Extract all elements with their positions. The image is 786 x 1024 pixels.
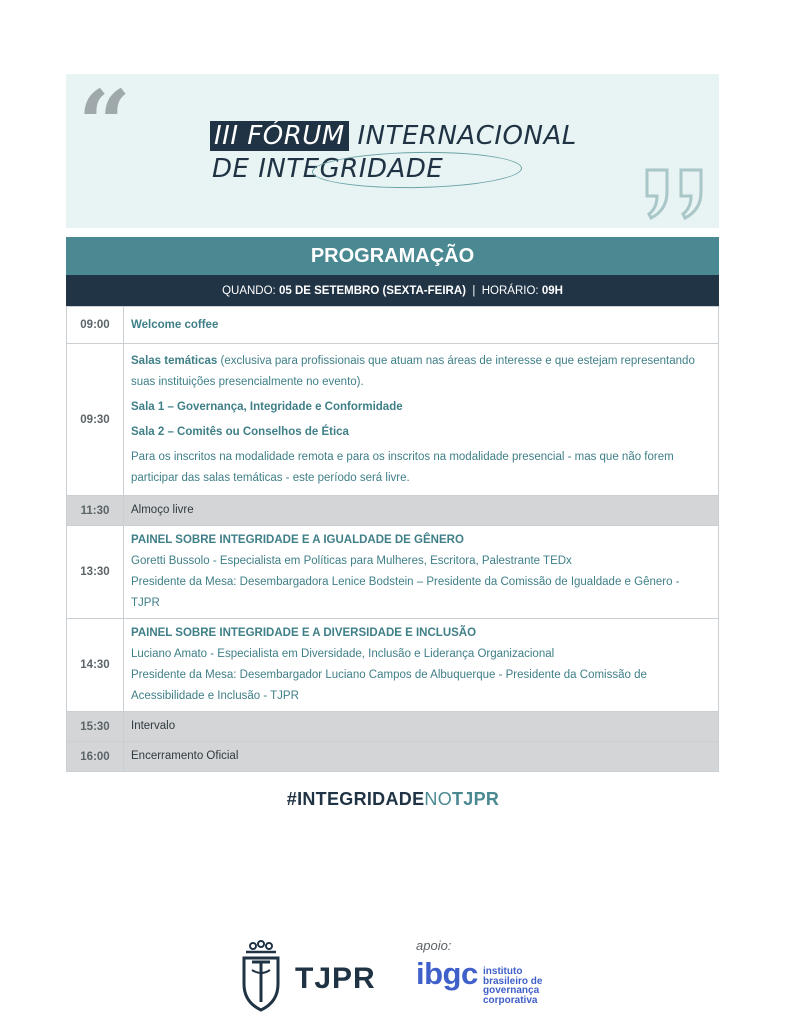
event-banner xyxy=(66,70,719,228)
hashtag-part1: INTEGRIDADE xyxy=(297,789,425,809)
row-title: Salas temáticas xyxy=(131,354,218,367)
row-time: 09:30 xyxy=(67,344,124,496)
title-highlight: III FÓRUM xyxy=(210,121,349,151)
hashtag-part3: TJPR xyxy=(452,789,500,809)
row-title: Welcome coffee xyxy=(131,318,219,331)
schedule-row xyxy=(67,344,719,496)
ibgc-line3: governança xyxy=(483,985,540,996)
schedule-row xyxy=(67,496,719,526)
row-time: 11:30 xyxy=(67,496,124,526)
row-title: PAINEL SOBRE INTEGRIDADE E A IGUALDADE DE GÊNERO xyxy=(131,534,464,546)
time-label: HORÁRIO: xyxy=(481,285,539,297)
apoio-label: apoio: xyxy=(416,938,452,953)
schedule-row xyxy=(67,742,719,772)
row-title: Almoço livre xyxy=(124,496,719,526)
row-time: 14:30 xyxy=(67,619,124,712)
row-title: Encerramento Oficial xyxy=(124,742,719,772)
schedule-row xyxy=(67,619,719,712)
row-chair: Presidente da Mesa: Desembargador Luciano Campos de Albuquerque - Presidente da Comissão de Acessibilidade e Inclusão - TJPR xyxy=(131,669,647,702)
row-speaker: Goretti Bussolo - Especialista em Políticas para Mulheres, Escritora, Palestrante TEDx xyxy=(131,555,572,567)
hashtag-part2: NO xyxy=(424,789,452,809)
ibgc-line1: instituto xyxy=(483,966,523,977)
schedule-table xyxy=(66,306,719,772)
hashtag-hash: # xyxy=(286,789,298,809)
separator: | xyxy=(472,285,476,297)
ibgc-line4: corporativa xyxy=(483,994,538,1006)
ibgc-logo: ibgc xyxy=(416,956,478,991)
sala-1: Sala 1 – Governança, Integridade e Conformidade xyxy=(131,400,403,413)
row-time: 13:30 xyxy=(67,526,124,619)
event-date-bar xyxy=(66,275,719,306)
tjpr-wordmark: TJPR xyxy=(295,962,376,995)
when-value: 05 DE SETEMBRO (SEXTA-FEIRA) xyxy=(278,285,466,297)
title-line2-prefix: DE xyxy=(212,154,250,184)
schedule-row xyxy=(67,712,719,742)
row-speaker: Luciano Amato - Especialista em Diversidade, Inclusão e Liderança Organizacional xyxy=(131,648,555,660)
close-quote-icon xyxy=(643,166,709,222)
schedule-row xyxy=(67,526,719,619)
sala-2: Sala 2 – Comitês ou Conselhos de Ética xyxy=(131,425,349,438)
row-time: 16:00 xyxy=(67,742,124,772)
title-circled-word: INTEGRIDADE xyxy=(258,154,444,184)
hashtag xyxy=(0,789,786,810)
ibgc-subtitle xyxy=(483,967,542,1005)
row-title: PAINEL SOBRE INTEGRIDADE E A DIVERSIDADE E INCLUSÃO xyxy=(131,627,477,639)
ibgc-line2: brasileiro de xyxy=(483,975,543,987)
programacao-heading: PROGRAMAÇÃO xyxy=(66,237,719,275)
row-note: Para os inscritos na modalidade remota e para os inscritos na modalidade presencial - mas que não forem participar das salas temáticas - este período será livre. xyxy=(131,450,674,484)
when-label: QUANDO: xyxy=(222,285,276,297)
row-chair: Presidente da Mesa: Desembargadora Lenice Bodstein – Presidente da Comissão de Igualdade e Gênero - TJPR xyxy=(131,576,680,609)
open-quote-icon: “ xyxy=(78,70,131,178)
time-value: 09H xyxy=(541,285,563,297)
schedule-row xyxy=(67,307,719,344)
row-title: Intervalo xyxy=(124,712,719,742)
row-time: 15:30 xyxy=(67,712,124,742)
title-line1-rest: INTERNACIONAL xyxy=(357,121,577,151)
row-title-note: (exclusiva para profissionais que atuam nas áreas de interesse e que estejam representando suas instituições presencialmente no evento). xyxy=(131,354,695,388)
row-time: 09:00 xyxy=(67,307,124,344)
